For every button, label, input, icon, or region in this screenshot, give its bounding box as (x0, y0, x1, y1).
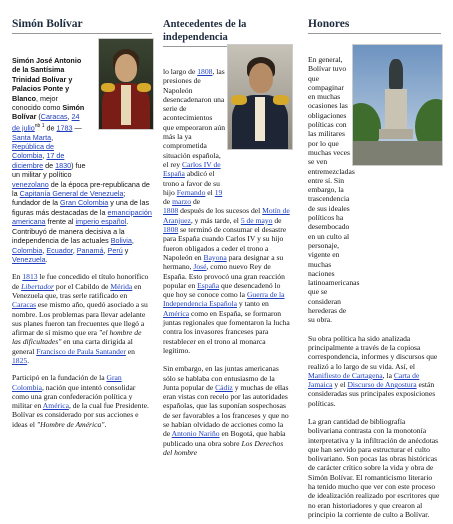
link-santa-marta[interactable]: Santa Marta (12, 132, 52, 142)
antecedentes-paragraph-cont: 1808 después de los sucesos del Motín de Aranjuez, y más tarde, el 5 de mayo de 1808 se terminó de consumar el desastre para España cuando Carlos IV y su hijo fueron obligados a ceder el trono a Napoleón en Bayona para designar a su hermano, José, como nuevo Rey de España. Esto provocó una gran reacción popular en España que desencadenó lo que hoy se conoce como la Guerra de la Independencia Española y tanto en América como en España, se formaron juntas regionales que fomentaron la lucha contra los invasores franceses para restablecer en el trono al monarca legítimo. (163, 206, 290, 355)
intro-paragraph: Simón José Antonio de la Santísima Trinidad Bolívar y Palacios Ponte y Blanco, mejor conocido como Simón Bolívar (Caracas, 24 de julio$^{nb 1}$ de 1783 — Santa Marta, República de Colombia, 17 de diciembre de 1830) fue un militar y político (12, 56, 86, 180)
link-1783[interactable]: 1783 (56, 123, 73, 133)
link-espana[interactable]: España (197, 280, 220, 290)
link-bolivia[interactable]: Bolivia (110, 236, 132, 246)
libertador-paragraph: En 1813 le fue concedido el título honorífico de Libertador por el Cabildo de Mérida en Venezuela que, tras serle ratificado en Caracas ese mismo año, quedó asociado a su nombre. Los problemas para llevar adelante sus planes fueron tan frecuentes que llegó a afirmar de sí mismo que era "el hombre de las dificultades" en una carta dirigida al general Francisco de Paula Santander en 1825. (12, 272, 149, 365)
link-marzo[interactable]: marzo (172, 197, 192, 207)
link-guerra-independencia[interactable]: Guerra de la Independencia Española (163, 290, 285, 309)
full-name: Simón José Antonio de la Santísima Trinidad Bolívar y Palacios Ponte y Blanco (12, 56, 82, 103)
link-caracas[interactable]: Caracas (40, 112, 68, 122)
section-heading-honores: Honores (308, 18, 441, 34)
link-19[interactable]: 19 (214, 187, 223, 197)
link-venezolano[interactable]: venezolano (12, 179, 49, 189)
link-narino[interactable]: Antonio Nariño (171, 429, 220, 439)
link-gran-colombia-2[interactable]: Gran Colombia (12, 373, 122, 392)
link-ecuador[interactable]: Ecuador (46, 245, 73, 255)
link-colombia[interactable]: Colombia (12, 245, 43, 255)
link-republica-colombia[interactable]: República de Colombia (12, 142, 54, 161)
link-gran-colombia[interactable]: Gran Colombia (59, 198, 109, 208)
bibliografia-paragraph: La gran cantidad de bibliografía bolivariana contrasta con la monotonía interpretativa y la infiltración de anécdotas que han servido para estructurar el culto bolivariano. Son pocas las obras históricas de carácter crítico sobre la vida y obra de Simón Bolívar. El romanticismo literario ha tenido mucho que ver con este proceso de idealización realizado por escritores que no eran historiadores y que crearon al principio la corriente de culto a Bolívar. (308, 416, 440, 519)
link-caracas-2[interactable]: Caracas (12, 300, 37, 310)
antecedentes-paragraph: lo largo de 1808, las presiones de Napoleón desencadenaron una serie de acontecimientos que empeoraron aún más la ya comprometida situación española, el rey Carlos IV de España abdicó el trono a favor de su hijo Fernando el 19 de marzo de (163, 67, 225, 207)
link-peru[interactable]: Perú (107, 245, 123, 255)
link-carta-jamaica[interactable]: Carta de Jamaica (308, 370, 420, 390)
link-motin[interactable]: Motín de Aranjuez (163, 206, 290, 225)
monument-image (352, 44, 443, 166)
gran-colombia-paragraph: Participó en la fundación de la Gran Colombia, nación que intentó consolidar como una gran confederación política y militar en América, de la cual fue Presidente. Bolívar es considerado por sus acciones e ideas el "Hombre de América". (12, 373, 149, 429)
juntas-paragraph: Sin embargo, en las juntas americanas sólo se hablaba con entusiasmo de la Junta popular de Cádiz y muchas de ellas eran vistas con recelo por las autoridades españolas, que las suponían sospechosas de ser favorables a los franceses y que no se habían olvidado de acciones como la de Antonio Nariño en Bogotá, que había publicado una obra sobre Los Derechos del hombre (163, 364, 289, 457)
link-1808-b[interactable]: 1808 (163, 206, 179, 216)
link-1830[interactable]: 1830 (55, 160, 72, 170)
column-biography (12, 0, 152, 434)
link-1808[interactable]: 1808 (197, 67, 213, 76)
link-jose[interactable]: José (193, 262, 207, 272)
link-america[interactable]: América (42, 401, 69, 411)
link-bayona[interactable]: Bayona (203, 252, 227, 262)
link-carlos-iv[interactable]: Carlos IV de España (163, 159, 221, 179)
link-1808-c[interactable]: 1808 (163, 225, 179, 235)
section-heading-bolivar: Simón Bolívar (12, 18, 152, 34)
link-panama[interactable]: Panamá (76, 245, 104, 255)
link-cadiz[interactable]: Cádiz (215, 382, 233, 392)
link-manifiesto-cartagena[interactable]: Manifiesto de Cartagena (308, 370, 383, 380)
link-fernando[interactable]: Fernando (176, 187, 206, 197)
link-venezuela[interactable]: Venezuela (12, 254, 46, 264)
intro-paragraph-cont: venezolano de la época pre-republicana de la Capitanía General de Venezuela; fundador de la Gran Colombia y una de las figuras más destacadas de la emancipación americana frente al imperio español. Contribuyó de manera decisiva a la independencia de las actuales Bolivia, Colombia, Ecuador, Panamá, Perú y Venezuela. (12, 179, 152, 264)
bolivar-portrait-image (98, 38, 154, 130)
link-merida[interactable]: Mérida (110, 281, 133, 291)
link-5-mayo[interactable]: 5 de mayo (240, 215, 273, 225)
column-antecedentes (163, 0, 291, 462)
link-capitania[interactable]: Capitanía General de Venezuela (19, 189, 124, 199)
column-honores (308, 0, 441, 524)
link-1825[interactable]: 1825 (12, 356, 28, 365)
link-imperio-espanol[interactable]: imperio español (75, 217, 127, 227)
link-1813[interactable]: 1813 (22, 272, 38, 282)
link-america-2[interactable]: América (163, 308, 190, 318)
obra-politica-paragraph: Su obra política ha sido analizada principalmente a través de la copiosa correspondencia, informes y discursos que realizó a lo largo de su vida. Así, el Manifiesto de Cartagena, la Carta de Jamaica y el Discurso de Angostura están consideradas sus principales exposiciones políticas. (308, 333, 438, 408)
section-heading-antecedentes: Antecedentes de la independencia (163, 18, 291, 47)
link-emancipacion[interactable]: emancipación americana (12, 207, 152, 227)
link-discurso-angostura[interactable]: Discurso de Angostura (347, 380, 417, 390)
link-death-date[interactable]: 17 de diciembre (12, 151, 65, 170)
link-birth-date[interactable]: 24 de julio (12, 112, 80, 133)
link-libertador[interactable]: Libertador (21, 281, 54, 291)
link-santander[interactable]: Francisco de Paula Santander (36, 346, 126, 356)
bolivar-portrait-image-2 (227, 44, 293, 150)
honores-paragraph: En general, Bolívar tuvo que compaginar en muchas ocasiones las obligaciones políticas con las militares por lo que muchas veces se ven entremezcladas entre sí. Sin embargo, la trascendencia de sus ideales políticos ha desembocado en un culto al personaje, vigente en muchas naciones latinoamericanas que se consideran herederas de su obra. (308, 55, 360, 325)
